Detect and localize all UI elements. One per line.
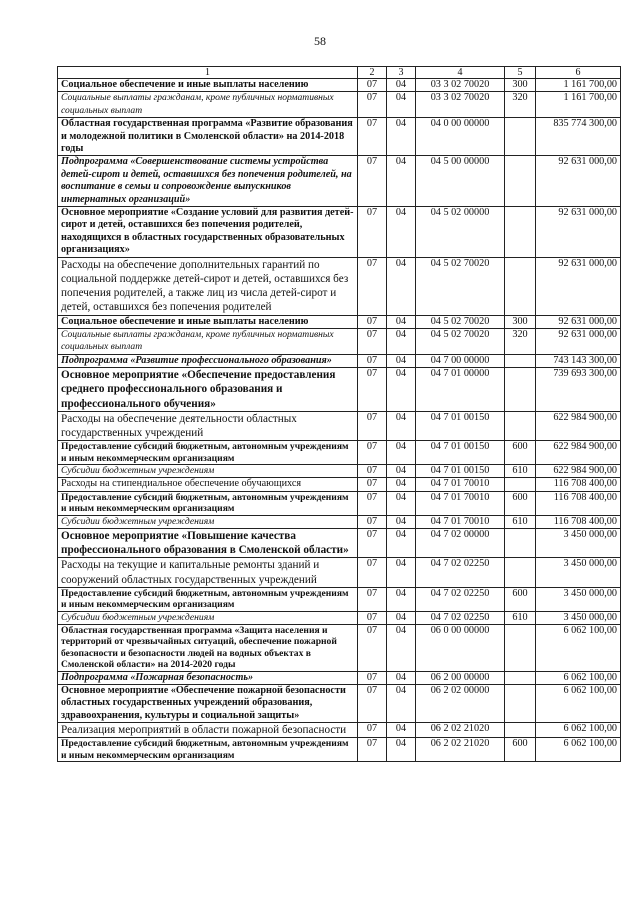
item-name-cell: Подпрограмма «Совершенствование системы устройства детей-сирот и детей, оставшихся без попечения родителей, на воспитание в семьи и сопровождение выпускников интернатных организаций» xyxy=(58,156,358,207)
item-name-cell: Основное мероприятие «Создание условий для развития детей-сирот и детей, оставшихся без попечения родителей, находящихся в областных государственных образовательных организациях» xyxy=(58,207,358,258)
section-code-cell: 07 xyxy=(358,441,387,465)
header-cell: 2 xyxy=(358,67,387,79)
table-row xyxy=(58,528,621,557)
item-name-cell: Субсидии бюджетным учреждениям xyxy=(58,515,358,528)
target-article-cell: 06 2 02 00000 xyxy=(416,685,505,723)
item-name-cell: Основное мероприятие «Повышение качества профессионального образования в Смоленской области» xyxy=(58,528,358,557)
item-name-cell: Социальные выплаты гражданам, кроме публичных нормативных социальных выплат xyxy=(58,92,358,118)
item-name-cell: Предоставление субсидий бюджетным, автономным учреждениям и иным некоммерческим организациям xyxy=(58,491,358,515)
target-article-cell: 04 7 00 00000 xyxy=(416,354,505,367)
item-name-cell: Социальное обеспечение и иные выплаты населению xyxy=(58,79,358,92)
subsection-code-cell: 04 xyxy=(387,738,416,762)
expense-type-cell xyxy=(505,207,536,258)
amount-cell: 92 631 000,00 xyxy=(536,207,621,258)
header-cell: 4 xyxy=(416,67,505,79)
table-row xyxy=(58,685,621,723)
expense-type-cell xyxy=(505,723,536,738)
table-row xyxy=(58,257,621,315)
section-code-cell: 07 xyxy=(358,257,387,315)
section-code-cell: 07 xyxy=(358,156,387,207)
subsection-code-cell: 04 xyxy=(387,207,416,258)
section-code-cell: 07 xyxy=(358,118,387,156)
header-cell: 6 xyxy=(536,67,621,79)
section-code-cell: 07 xyxy=(358,558,387,587)
target-article-cell: 04 5 02 70020 xyxy=(416,257,505,315)
expense-type-cell: 610 xyxy=(505,515,536,528)
subsection-code-cell: 04 xyxy=(387,464,416,477)
expense-type-cell xyxy=(505,411,536,440)
target-article-cell: 04 5 02 70020 xyxy=(416,328,505,354)
amount-cell: 92 631 000,00 xyxy=(536,315,621,328)
target-article-cell: 04 7 01 00000 xyxy=(416,368,505,412)
subsection-code-cell: 04 xyxy=(387,156,416,207)
section-code-cell: 07 xyxy=(358,328,387,354)
table-row xyxy=(58,671,621,684)
target-article-cell: 04 7 01 00150 xyxy=(416,411,505,440)
section-code-cell: 07 xyxy=(358,528,387,557)
amount-cell: 739 693 300,00 xyxy=(536,368,621,412)
section-code-cell: 07 xyxy=(358,92,387,118)
section-code-cell: 07 xyxy=(358,587,387,611)
expense-type-cell xyxy=(505,156,536,207)
table-row xyxy=(58,464,621,477)
subsection-code-cell: 04 xyxy=(387,478,416,491)
amount-cell: 116 708 400,00 xyxy=(536,515,621,528)
subsection-code-cell: 04 xyxy=(387,558,416,587)
target-article-cell: 04 7 02 02250 xyxy=(416,587,505,611)
target-article-cell: 04 0 00 00000 xyxy=(416,118,505,156)
amount-cell: 622 984 900,00 xyxy=(536,441,621,465)
subsection-code-cell: 04 xyxy=(387,625,416,672)
subsection-code-cell: 04 xyxy=(387,411,416,440)
amount-cell: 3 450 000,00 xyxy=(536,587,621,611)
section-code-cell: 07 xyxy=(358,464,387,477)
expense-type-cell: 320 xyxy=(505,328,536,354)
item-name-cell: Подпрограмма «Развитие профессионального образования» xyxy=(58,354,358,367)
target-article-cell: 06 2 02 21020 xyxy=(416,738,505,762)
section-code-cell: 07 xyxy=(358,685,387,723)
table-row xyxy=(58,354,621,367)
subsection-code-cell: 04 xyxy=(387,528,416,557)
expense-type-cell xyxy=(505,368,536,412)
expense-type-cell: 300 xyxy=(505,315,536,328)
expense-type-cell: 610 xyxy=(505,611,536,624)
budget-table xyxy=(57,66,621,762)
target-article-cell: 04 5 02 70020 xyxy=(416,315,505,328)
table-row xyxy=(58,611,621,624)
subsection-code-cell: 04 xyxy=(387,368,416,412)
amount-cell: 116 708 400,00 xyxy=(536,491,621,515)
table-row xyxy=(58,738,621,762)
target-article-cell: 04 7 01 70010 xyxy=(416,515,505,528)
item-name-cell: Предоставление субсидий бюджетным, автономным учреждениям и иным некоммерческим организациям xyxy=(58,441,358,465)
item-name-cell: Предоставление субсидий бюджетным, автономным учреждениям и иным некоммерческим организациям xyxy=(58,587,358,611)
subsection-code-cell: 04 xyxy=(387,118,416,156)
expense-type-cell: 300 xyxy=(505,79,536,92)
amount-cell: 6 062 100,00 xyxy=(536,671,621,684)
amount-cell: 3 450 000,00 xyxy=(536,558,621,587)
table-row xyxy=(58,625,621,672)
table-row xyxy=(58,156,621,207)
table-row xyxy=(58,92,621,118)
target-article-cell: 06 2 00 00000 xyxy=(416,671,505,684)
target-article-cell: 04 7 02 02250 xyxy=(416,558,505,587)
table-row xyxy=(58,118,621,156)
table-row xyxy=(58,315,621,328)
table-row xyxy=(58,558,621,587)
target-article-cell: 03 3 02 70020 xyxy=(416,92,505,118)
expense-type-cell: 600 xyxy=(505,491,536,515)
amount-cell: 622 984 900,00 xyxy=(536,411,621,440)
header-cell: 1 xyxy=(58,67,358,79)
amount-cell: 92 631 000,00 xyxy=(536,156,621,207)
table-row xyxy=(58,441,621,465)
item-name-cell: Основное мероприятие «Обеспечение предоставления среднего профессионального образования и профессионального обучения» xyxy=(58,368,358,412)
table-row xyxy=(58,515,621,528)
expense-type-cell xyxy=(505,257,536,315)
header-cell: 5 xyxy=(505,67,536,79)
subsection-code-cell: 04 xyxy=(387,685,416,723)
amount-cell: 116 708 400,00 xyxy=(536,478,621,491)
target-article-cell: 04 7 01 70010 xyxy=(416,491,505,515)
table-row xyxy=(58,478,621,491)
item-name-cell: Субсидии бюджетным учреждениям xyxy=(58,464,358,477)
subsection-code-cell: 04 xyxy=(387,354,416,367)
section-code-cell: 07 xyxy=(358,611,387,624)
item-name-cell: Субсидии бюджетным учреждениям xyxy=(58,611,358,624)
expense-type-cell xyxy=(505,685,536,723)
section-code-cell: 07 xyxy=(358,354,387,367)
expense-type-cell xyxy=(505,558,536,587)
amount-cell: 622 984 900,00 xyxy=(536,464,621,477)
page-number: 58 xyxy=(314,34,326,48)
item-name-cell: Социальное обеспечение и иные выплаты населению xyxy=(58,315,358,328)
expense-type-cell xyxy=(505,354,536,367)
amount-cell: 6 062 100,00 xyxy=(536,685,621,723)
target-article-cell: 03 3 02 70020 xyxy=(416,79,505,92)
subsection-code-cell: 04 xyxy=(387,315,416,328)
expense-type-cell xyxy=(505,478,536,491)
subsection-code-cell: 04 xyxy=(387,328,416,354)
target-article-cell: 04 5 02 00000 xyxy=(416,207,505,258)
amount-cell: 92 631 000,00 xyxy=(536,257,621,315)
amount-cell: 6 062 100,00 xyxy=(536,723,621,738)
subsection-code-cell: 04 xyxy=(387,92,416,118)
subsection-code-cell: 04 xyxy=(387,491,416,515)
table-row xyxy=(58,587,621,611)
section-code-cell: 07 xyxy=(358,515,387,528)
item-name-cell: Областная государственная программа «Развитие образования и молодежной политики в Смоленской области» на 2014-2018 годы xyxy=(58,118,358,156)
section-code-cell: 07 xyxy=(358,671,387,684)
target-article-cell: 04 7 01 70010 xyxy=(416,478,505,491)
item-name-cell: Реализация мероприятий в области пожарной безопасности xyxy=(58,723,358,738)
table-row xyxy=(58,79,621,92)
table-row xyxy=(58,723,621,738)
expense-type-cell: 320 xyxy=(505,92,536,118)
section-code-cell: 07 xyxy=(358,491,387,515)
expense-type-cell: 610 xyxy=(505,464,536,477)
subsection-code-cell: 04 xyxy=(387,79,416,92)
expense-type-cell xyxy=(505,528,536,557)
expense-type-cell xyxy=(505,671,536,684)
amount-cell: 1 161 700,00 xyxy=(536,79,621,92)
item-name-cell: Расходы на обеспечение деятельности областных государственных учреждений xyxy=(58,411,358,440)
expense-type-cell xyxy=(505,118,536,156)
item-name-cell: Предоставление субсидий бюджетным, автономным учреждениям и иным некоммерческим организациям xyxy=(58,738,358,762)
amount-cell: 743 143 300,00 xyxy=(536,354,621,367)
subsection-code-cell: 04 xyxy=(387,723,416,738)
amount-cell: 92 631 000,00 xyxy=(536,328,621,354)
amount-cell: 6 062 100,00 xyxy=(536,625,621,672)
amount-cell: 6 062 100,00 xyxy=(536,738,621,762)
table-row xyxy=(58,328,621,354)
subsection-code-cell: 04 xyxy=(387,611,416,624)
expense-type-cell xyxy=(505,625,536,672)
section-code-cell: 07 xyxy=(358,368,387,412)
header-cell: 3 xyxy=(387,67,416,79)
expense-type-cell: 600 xyxy=(505,738,536,762)
table-row xyxy=(58,207,621,258)
subsection-code-cell: 04 xyxy=(387,441,416,465)
table-row xyxy=(58,491,621,515)
section-code-cell: 07 xyxy=(358,207,387,258)
section-code-cell: 07 xyxy=(358,625,387,672)
subsection-code-cell: 04 xyxy=(387,587,416,611)
table-header-row xyxy=(58,67,621,79)
item-name-cell: Расходы на стипендиальное обеспечение обучающихся xyxy=(58,478,358,491)
expense-type-cell: 600 xyxy=(505,441,536,465)
section-code-cell: 07 xyxy=(358,738,387,762)
section-code-cell: 07 xyxy=(358,478,387,491)
section-code-cell: 07 xyxy=(358,411,387,440)
item-name-cell: Расходы на обеспечение дополнительных гарантий по социальной поддержке детей-сирот и детей, оставшихся без попечения родителей, а также лиц из числа детей-сирот и детей, оставшихся без попечения родителей xyxy=(58,257,358,315)
target-article-cell: 06 2 02 21020 xyxy=(416,723,505,738)
item-name-cell: Областная государственная программа «Защита населения и территорий от чрезвычайных ситуаций, обеспечение пожарной безопасности и безопасности людей на водных объектах в Смоленской области» на 2014-2020 годы xyxy=(58,625,358,672)
amount-cell: 3 450 000,00 xyxy=(536,528,621,557)
amount-cell: 835 774 300,00 xyxy=(536,118,621,156)
item-name-cell: Расходы на текущие и капитальные ремонты зданий и сооружений областных государственных учреждений xyxy=(58,558,358,587)
expense-type-cell: 600 xyxy=(505,587,536,611)
section-code-cell: 07 xyxy=(358,79,387,92)
target-article-cell: 04 7 02 00000 xyxy=(416,528,505,557)
item-name-cell: Подпрограмма «Пожарная безопасность» xyxy=(58,671,358,684)
target-article-cell: 04 5 00 00000 xyxy=(416,156,505,207)
table-row xyxy=(58,411,621,440)
target-article-cell: 04 7 02 02250 xyxy=(416,611,505,624)
table-row xyxy=(58,368,621,412)
item-name-cell: Социальные выплаты гражданам, кроме публичных нормативных социальных выплат xyxy=(58,328,358,354)
amount-cell: 1 161 700,00 xyxy=(536,92,621,118)
item-name-cell: Основное мероприятие «Обеспечение пожарной безопасности областных государственных учреждений образования, здравоохранения, культуры и социальной защиты» xyxy=(58,685,358,723)
amount-cell: 3 450 000,00 xyxy=(536,611,621,624)
section-code-cell: 07 xyxy=(358,315,387,328)
target-article-cell: 04 7 01 00150 xyxy=(416,464,505,477)
target-article-cell: 04 7 01 00150 xyxy=(416,441,505,465)
subsection-code-cell: 04 xyxy=(387,257,416,315)
subsection-code-cell: 04 xyxy=(387,515,416,528)
section-code-cell: 07 xyxy=(358,723,387,738)
target-article-cell: 06 0 00 00000 xyxy=(416,625,505,672)
subsection-code-cell: 04 xyxy=(387,671,416,684)
